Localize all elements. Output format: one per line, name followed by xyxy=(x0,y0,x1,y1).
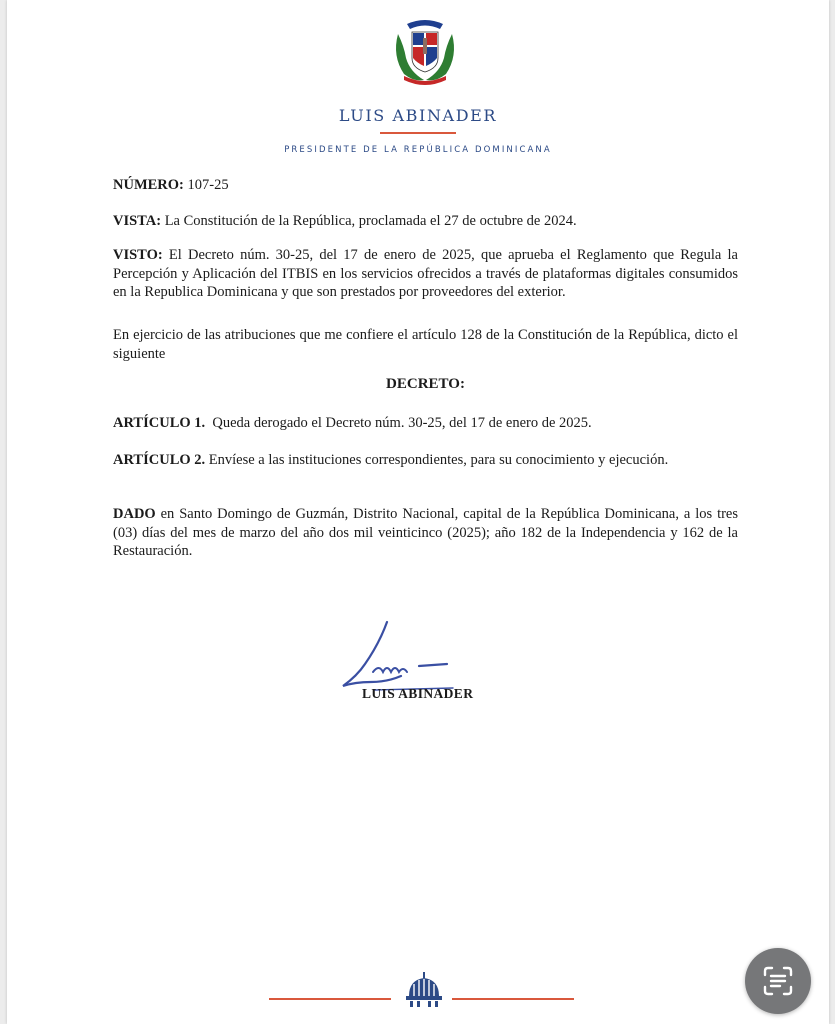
numero-value: 107-25 xyxy=(187,177,229,193)
articulo-2 xyxy=(113,451,738,470)
header-title: PRESIDENTE DE LA REPÚBLICA DOMINICANA xyxy=(284,145,552,155)
visto-paragraph xyxy=(113,246,738,302)
articulo-1 xyxy=(113,414,738,433)
dado-text: en Santo Domingo de Guzmán, Distrito Nacional, capital de la República Dominicana, a los tres (03) días del mes de marzo del año dos mil veinticinco (2025); año 182 de la Independencia y 162 de la Restauración. xyxy=(113,506,738,559)
footer-rule-left xyxy=(269,998,391,1000)
palace-dome-icon xyxy=(401,970,447,1010)
numero-line xyxy=(113,176,738,195)
document-page xyxy=(7,0,829,1024)
visto-label: VISTO: xyxy=(113,247,163,263)
header-divider xyxy=(380,132,456,134)
ejercicio-paragraph xyxy=(113,326,738,363)
dado-paragraph xyxy=(113,505,738,561)
footer-rule-right xyxy=(452,998,574,1000)
decree-heading: DECRETO: xyxy=(386,376,465,392)
visto-text: El Decreto núm. 30-25, del 17 de enero de 2025, que aprueba el Reglamento que Regula la Percepción y Aplicación del ITBIS en los servicios ofrecidos a través de plataformas digitales consumidos en la Republica Dominicana y que son prestados por proveedores del exterior. xyxy=(113,247,738,300)
handwritten-signature xyxy=(335,616,475,696)
ejercicio-text: En ejercicio de las atribuciones que me confiere el artículo 128 de la Constitución de la República, dicto el siguiente xyxy=(113,327,738,362)
coat-of-arms-icon xyxy=(390,14,460,86)
dado-label: DADO xyxy=(113,506,156,522)
numero-label: NÚMERO: xyxy=(113,177,184,193)
vista-paragraph xyxy=(113,212,738,231)
header-name: LUIS ABINADER xyxy=(338,106,498,125)
vista-text: La Constitución de la República, proclamada el 27 de octubre de 2024. xyxy=(164,213,577,229)
articulo-1-label: ARTÍCULO 1. xyxy=(113,415,206,431)
signature-name: LUIS ABINADER xyxy=(362,686,474,701)
articulo-2-text: Envíese a las instituciones correspondientes, para su conocimiento y ejecución. xyxy=(208,452,669,468)
text-scan-icon xyxy=(762,965,794,997)
articulo-1-text: Queda derogado el Decreto núm. 30-25, del 17 de enero de 2025. xyxy=(212,415,592,431)
vista-label: VISTA: xyxy=(113,213,162,229)
articulo-2-label: ARTÍCULO 2. xyxy=(113,452,206,468)
text-scan-button[interactable] xyxy=(745,948,811,1014)
